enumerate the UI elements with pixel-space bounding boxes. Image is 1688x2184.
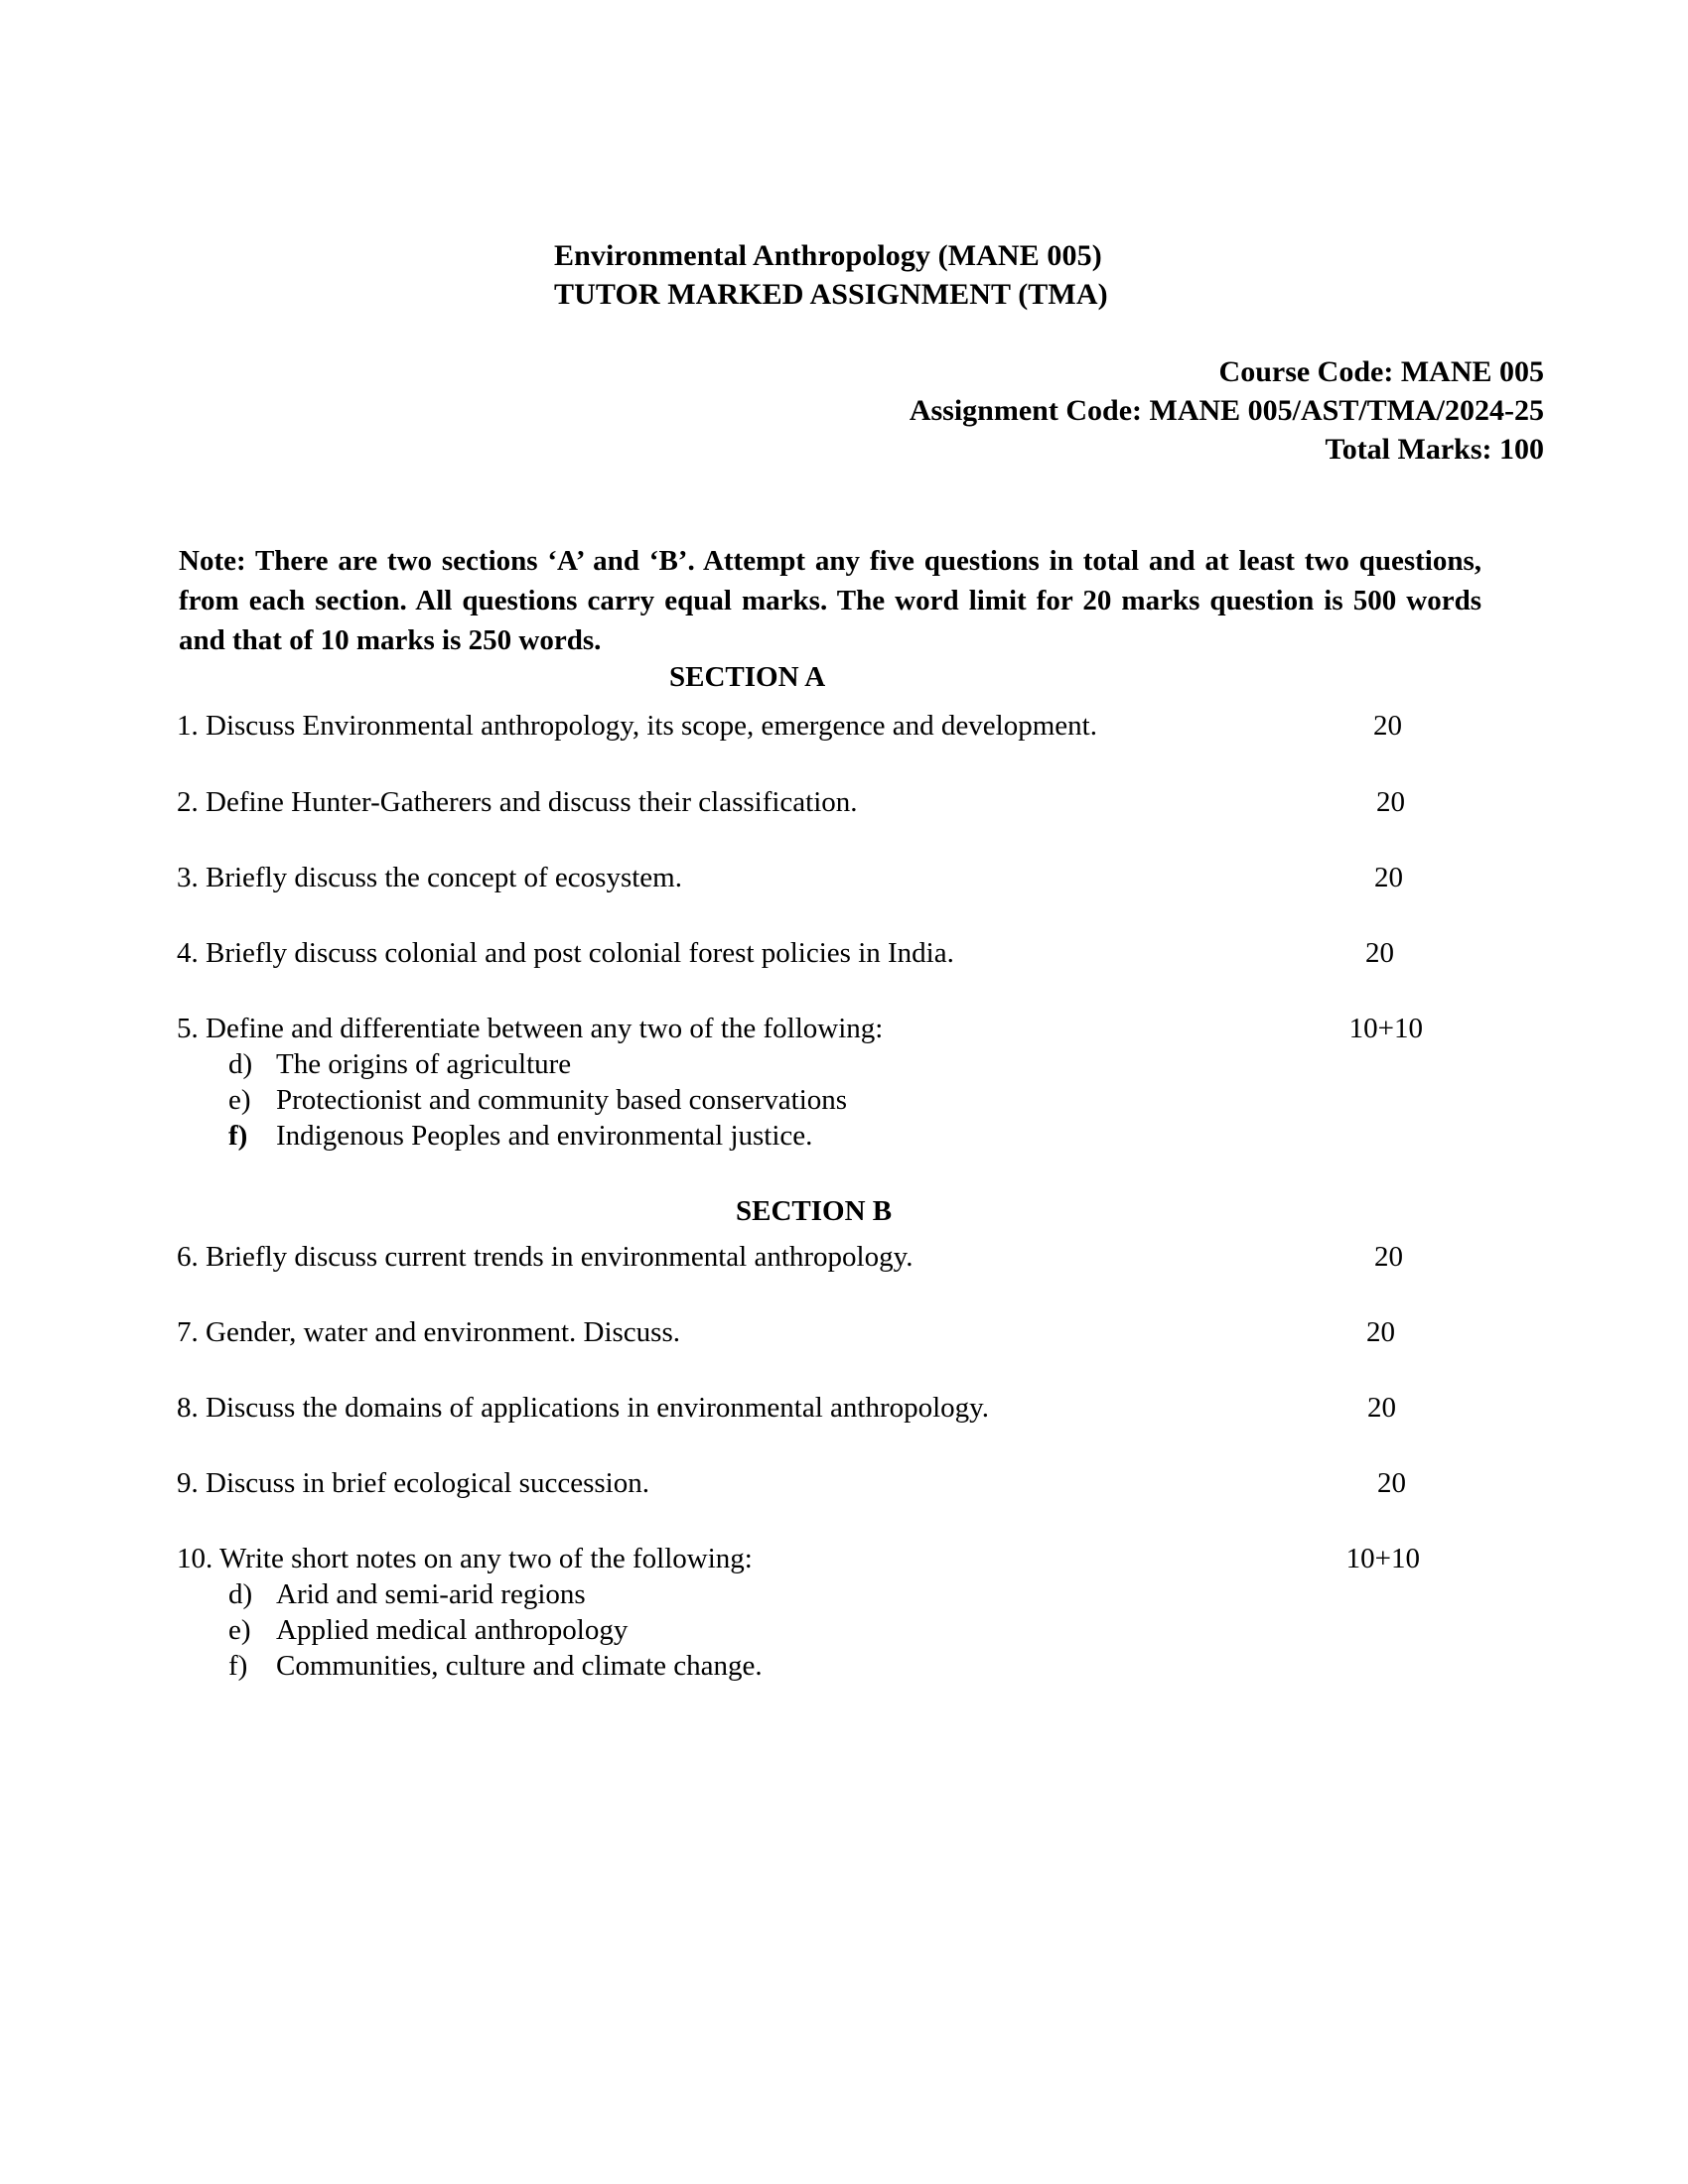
subitem-text: Arid and semi-arid regions xyxy=(276,1578,586,1610)
question-marks: 20 xyxy=(1377,1467,1406,1499)
question-item xyxy=(177,935,1547,971)
question-item xyxy=(177,1465,1547,1501)
question-text: 10. Write short notes on any two of the following: xyxy=(177,1543,753,1574)
page-subtitle: TUTOR MARKED ASSIGNMENT (TMA) xyxy=(554,278,1108,311)
question-item xyxy=(177,1314,1547,1350)
question-subitem xyxy=(177,1046,1547,1082)
question-subitem xyxy=(177,1648,1547,1684)
question-row xyxy=(177,935,1547,971)
question-row xyxy=(177,784,1547,820)
question-item xyxy=(177,1390,1547,1426)
question-marks: 20 xyxy=(1365,937,1394,969)
course-code-block xyxy=(910,352,1544,469)
question-item xyxy=(177,860,1547,895)
question-marks: 10+10 xyxy=(1345,1543,1420,1574)
subitem-text: Indigenous Peoples and environmental justice. xyxy=(276,1120,813,1152)
instructions-note: Note: There are two sections ‘A’ and ‘B’. Attempt any five questions in total and at least two questions, from each section. All questions carry equal marks. The word limit for 20 marks question is 500 words and that of 10 marks is 250 words. xyxy=(179,545,1481,656)
question-row xyxy=(177,708,1547,744)
course-code: Course Code: MANE 005 xyxy=(1218,355,1544,388)
question-text: 4. Briefly discuss colonial and post colonial forest policies in India. xyxy=(177,937,954,969)
question-subitem-list xyxy=(177,1576,1547,1684)
question-row xyxy=(177,1314,1547,1350)
question-text: 5. Define and differentiate between any two of the following: xyxy=(177,1013,884,1044)
question-subitem-list xyxy=(177,1046,1547,1154)
question-item xyxy=(177,784,1547,820)
question-row xyxy=(177,1465,1547,1501)
question-row xyxy=(177,1541,1547,1576)
subitem-text: The origins of agriculture xyxy=(276,1048,572,1080)
question-subitem xyxy=(177,1576,1547,1612)
question-marks: 20 xyxy=(1374,1241,1403,1273)
subitem-marker: e) xyxy=(228,1084,251,1116)
subitem-marker: d) xyxy=(228,1048,253,1080)
question-row xyxy=(177,1239,1547,1275)
question-item xyxy=(177,1541,1547,1684)
question-item xyxy=(177,1011,1547,1154)
question-marks: 20 xyxy=(1367,1392,1396,1424)
subitem-marker: e) xyxy=(228,1614,251,1646)
question-marks: 20 xyxy=(1376,786,1405,818)
question-text: 8. Discuss the domains of applications in environmental anthropology. xyxy=(177,1392,990,1424)
section-heading-b: SECTION B xyxy=(736,1195,893,1227)
question-marks: 10+10 xyxy=(1348,1013,1423,1044)
question-text: 2. Define Hunter-Gatherers and discuss their classification. xyxy=(177,786,858,818)
subitem-text: Protectionist and community based conservations xyxy=(276,1084,848,1116)
question-marks: 20 xyxy=(1366,1316,1395,1348)
subitem-text: Communities, culture and climate change. xyxy=(276,1650,763,1682)
question-item xyxy=(177,1239,1547,1275)
question-marks: 20 xyxy=(1374,862,1403,893)
question-text: 9. Discuss in brief ecological succession. xyxy=(177,1467,649,1499)
question-text: 1. Discuss Environmental anthropology, its scope, emergence and development. xyxy=(177,710,1097,742)
subitem-marker: f) xyxy=(228,1650,248,1682)
question-text: 7. Gender, water and environment. Discuss. xyxy=(177,1316,681,1348)
question-text: 6. Briefly discuss current trends in environmental anthropology. xyxy=(177,1241,914,1273)
page-title: Environmental Anthropology (MANE 005) xyxy=(554,239,1102,272)
subitem-marker: d) xyxy=(228,1578,253,1610)
question-item xyxy=(177,708,1547,744)
question-row xyxy=(177,1011,1547,1046)
question-marks: 20 xyxy=(1373,710,1402,742)
total-marks: Total Marks: 100 xyxy=(1325,433,1544,466)
assignment-code: Assignment Code: MANE 005/AST/TMA/2024-25 xyxy=(909,394,1544,427)
question-subitem xyxy=(177,1612,1547,1648)
question-text: 3. Briefly discuss the concept of ecosystem. xyxy=(177,862,682,893)
document-title-block xyxy=(554,236,1547,314)
question-subitem xyxy=(177,1118,1547,1154)
question-subitem xyxy=(177,1082,1547,1118)
subitem-text: Applied medical anthropology xyxy=(276,1614,629,1646)
section-heading-a: SECTION A xyxy=(669,661,826,693)
question-row xyxy=(177,860,1547,895)
question-row xyxy=(177,1390,1547,1426)
subitem-marker: f) xyxy=(228,1120,248,1152)
